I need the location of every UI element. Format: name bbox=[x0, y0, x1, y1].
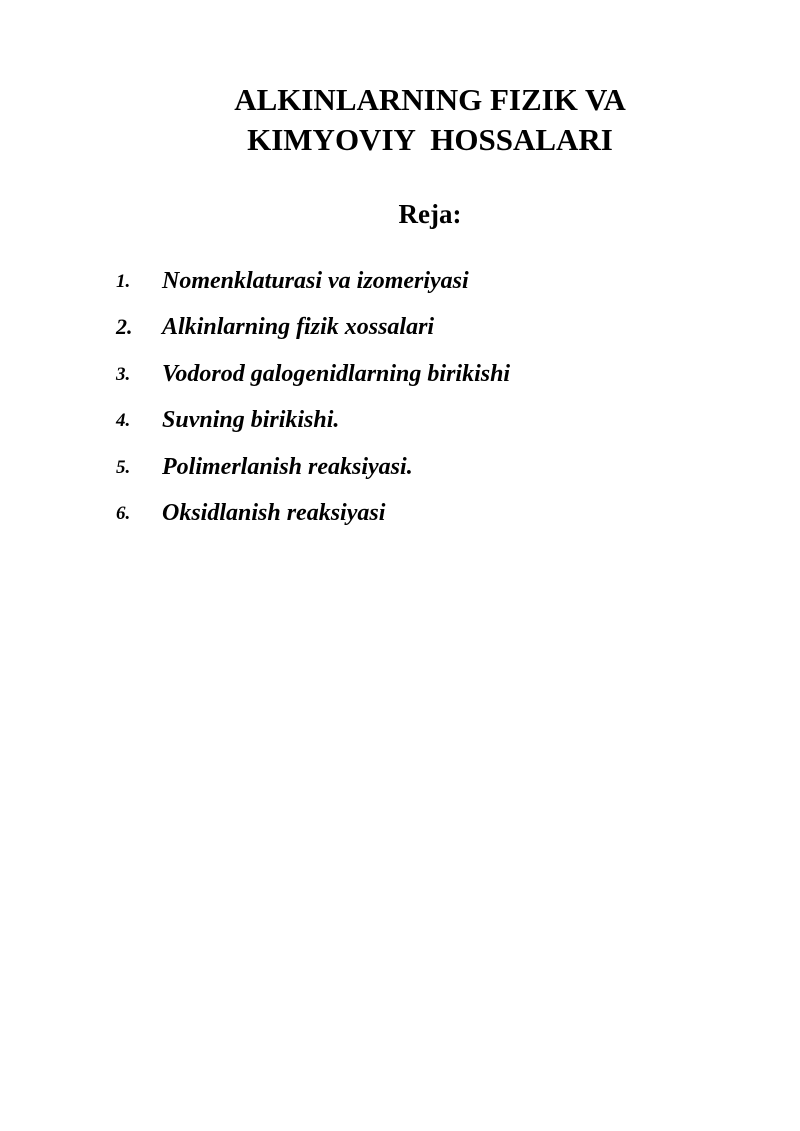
list-item-text: Oksidlanish reaksiyasi bbox=[162, 499, 386, 526]
title-line-2: KIMYOVIY HOSSALARI bbox=[247, 122, 613, 157]
list-item-number: 1. bbox=[116, 271, 131, 292]
list-item bbox=[0, 401, 800, 447]
list-item-text: Vodorod galogenidlarning birikishi bbox=[162, 360, 511, 387]
list-item-text: Alkinlarning fizik xossalari bbox=[162, 314, 435, 341]
list-item bbox=[0, 355, 800, 401]
list-item-number: 3. bbox=[116, 363, 131, 385]
list-item-text: Polimerlanish reaksiyasi. bbox=[162, 453, 413, 480]
plan-list bbox=[0, 262, 800, 540]
page-title bbox=[180, 80, 680, 160]
list-item-number: 2. bbox=[116, 314, 133, 340]
title-line-1: ALKINLARNING FIZIK VA bbox=[234, 82, 626, 117]
list-item-number: 4. bbox=[116, 410, 131, 432]
list-item-number: 6. bbox=[116, 502, 131, 524]
list-item bbox=[0, 494, 800, 540]
list-item-number: 5. bbox=[116, 456, 131, 478]
list-item bbox=[0, 262, 800, 308]
list-item bbox=[0, 308, 800, 354]
list-item-text: Suvning birikishi. bbox=[162, 407, 340, 434]
plan-heading: Reja: bbox=[398, 199, 462, 229]
list-item-text: Nomenklaturasi va izomeriyasi bbox=[162, 268, 469, 294]
list-item bbox=[0, 448, 800, 494]
